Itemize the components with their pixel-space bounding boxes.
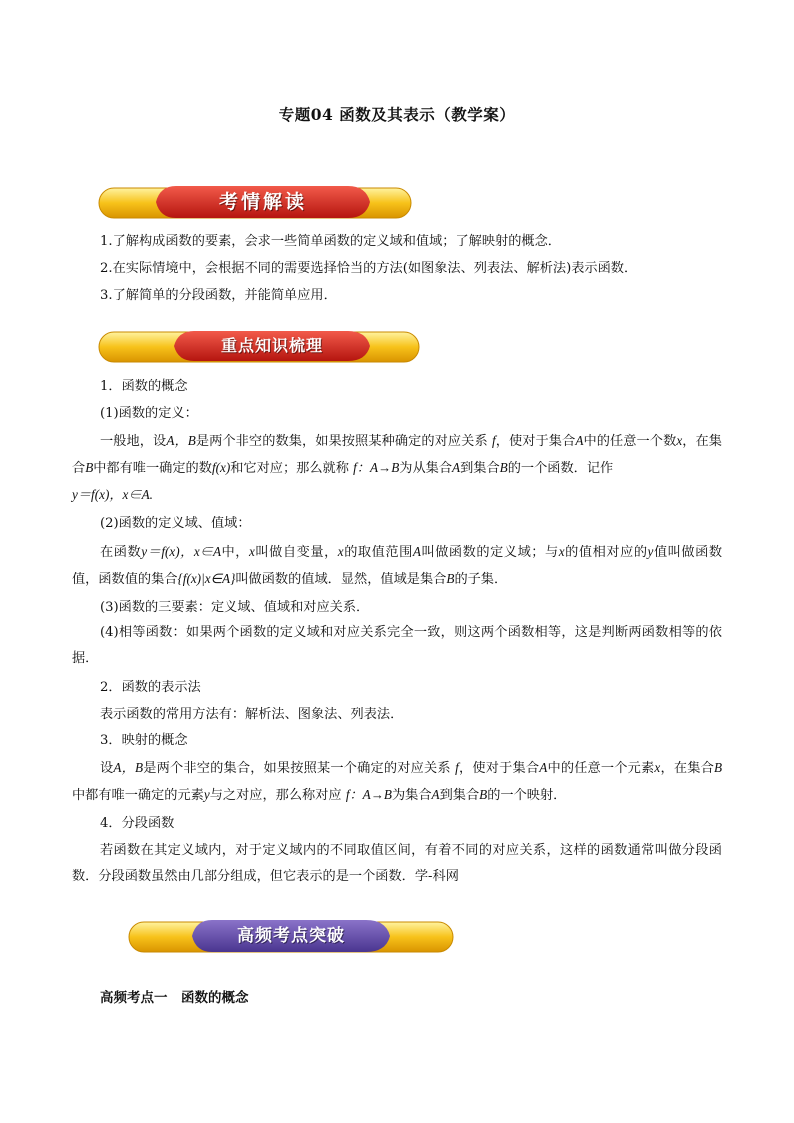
banner-label: 考情解读 <box>218 191 307 213</box>
heading-1: 1．函数的概念 <box>100 379 188 394</box>
section-banner-zhishi <box>98 326 420 366</box>
definition-paragraph: 一般地，设A，B是两个非空的数集，如果按照某种确定的对应关系 f，使对于集合A中的任意一个数x，在集合B中都有唯一确定的数f(x)和它对应；那么就称 f：A→B为从集合A到集合B的一个函数．记作 y＝f(x)，x∈A. <box>72 433 722 502</box>
heading-2: 2．函数的表示法 <box>100 680 201 695</box>
page-title: 专题04 函数及其表示（教学案） <box>278 105 516 124</box>
equal-function-paragraph: (4)相等函数：如果两个函数的定义域和对应关系完全一致，则这两个函数相等，这是判断两函数相等的依据． <box>72 625 722 666</box>
gaopin-point-1-title: 高频考点一 函数的概念 <box>100 990 249 1006</box>
heading-1-1: (1)函数的定义： <box>100 406 198 421</box>
kaoqing-item-3: 3.了解简单的分段函数，并能简单应用． <box>100 288 337 303</box>
section-banner-gaopin <box>128 916 454 956</box>
mapping-paragraph: 设A，B是两个非空的集合，如果按照某一个确定的对应关系 f，使对于集合A中的任意一个元素x，在集合B中都有唯一确定的元素y与之对应，那么称对应 f：A→B为集合A到集合B的一个映射． <box>72 760 723 803</box>
heading-1-2: (2)函数的定义域、值域： <box>100 516 251 531</box>
banner-label: 高频考点突破 <box>237 926 345 946</box>
kaoqing-item-1: 1.了解构成函数的要素，会求一些简单函数的定义域和值域；了解映射的概念． <box>100 234 561 249</box>
heading-3: 3．映射的概念 <box>100 733 188 748</box>
heading-4: 4．分段函数 <box>100 816 175 831</box>
domain-paragraph: 在函数y＝f(x)，x∈A中，x叫做自变量，x的取值范围A叫做函数的定义域；与x的值相对应的y值叫做函数值，函数值的集合{f(x)|x∈A}叫做函数的值域．显然，值域是集合B的子集． <box>72 544 723 587</box>
heading-1-3: (3)函数的三要素：定义域、值域和对应关系． <box>100 600 370 615</box>
kaoqing-item-2: 2.在实际情境中，会根据不同的需要选择恰当的方法(如图象法、列表法、解析法)表示函数． <box>100 261 638 276</box>
heading-2-body: 表示函数的常用方法有：解析法、图象法、列表法． <box>100 707 404 722</box>
banner-label: 重点知识梳理 <box>220 336 323 355</box>
piecewise-paragraph: 若函数在其定义域内，对于定义域内的不同取值区间，有着不同的对应关系，这样的函数通常叫做分段函数．分段函数虽然由几部分组成，但它表示的是一个函数．学-科网 <box>72 843 722 884</box>
section-banner-kaoqing <box>98 182 412 222</box>
